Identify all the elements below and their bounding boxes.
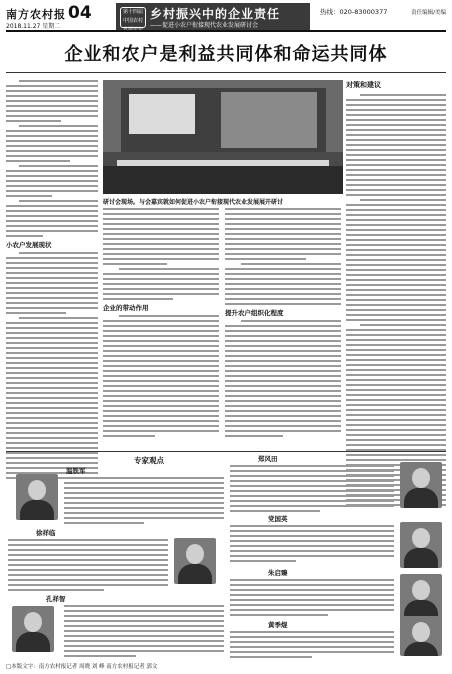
- section-rule: [6, 451, 446, 452]
- byline-footer: □本版文字：南方农村报记者 周晓 刘 峰 南方农村报记者 郭文: [6, 664, 158, 670]
- expert-name: 郑风田: [258, 455, 278, 463]
- expert-item: [6, 466, 224, 524]
- article-column-2: [103, 208, 219, 440]
- article-column-1: [6, 80, 98, 482]
- conference-photo: [103, 80, 343, 194]
- headline: 企业和农户是利益共同体和命运共同体: [64, 44, 388, 65]
- article-subheading-3: 提升农户组织化程度: [225, 309, 284, 317]
- expert-name: 朱启臻: [268, 569, 288, 577]
- headline-rule: [6, 72, 446, 73]
- expert-name: 党国英: [268, 515, 288, 523]
- banner-title: 乡村振兴中的企业责任: [150, 7, 281, 21]
- expert-name: 徐祥临: [36, 529, 56, 537]
- column-banner: [116, 3, 310, 30]
- article-subheading-2: 企业的带动作用: [103, 304, 149, 312]
- expert-item: [228, 568, 446, 616]
- issue-date: 2018.11.27 星期二: [6, 23, 61, 30]
- photo-caption: 研讨会现场。与会嘉宾就如何促进小农户衔接现代农业发展展开研讨: [103, 199, 284, 206]
- article-subheading-1: 小农户发展现状: [6, 241, 52, 249]
- expert-item: [228, 454, 446, 510]
- banner-subtitle: ——促进小农户衔接现代农业发展研讨会: [150, 22, 259, 29]
- header-rule: [6, 30, 446, 32]
- newspaper-name: 南方农村报: [6, 8, 66, 21]
- expert-portrait: [12, 606, 54, 652]
- forum-logo: 第十四届 中国农村: [120, 7, 146, 28]
- editor-info: 责任编辑/美编: [411, 10, 446, 16]
- sidebar-title: 对策和建议: [346, 81, 381, 89]
- experts-section-title: 专家观点: [134, 456, 164, 465]
- expert-portrait: [16, 474, 58, 520]
- expert-name: 黄季焜: [268, 621, 288, 629]
- page-number: 04: [68, 3, 92, 23]
- expert-portrait: [174, 538, 216, 584]
- expert-portrait: [400, 574, 442, 620]
- expert-item: [6, 528, 224, 590]
- expert-portrait: [400, 522, 442, 568]
- expert-name: 孔祥智: [46, 595, 66, 603]
- hotline: 热线：020-83000377: [320, 8, 388, 16]
- expert-item: [228, 620, 446, 660]
- expert-name: 温铁军: [66, 467, 86, 475]
- expert-item: [228, 514, 446, 564]
- expert-portrait: [400, 462, 442, 508]
- sidebar: [346, 80, 446, 509]
- expert-portrait: [400, 616, 442, 656]
- expert-item: [6, 594, 224, 658]
- article-column-3: [225, 208, 341, 440]
